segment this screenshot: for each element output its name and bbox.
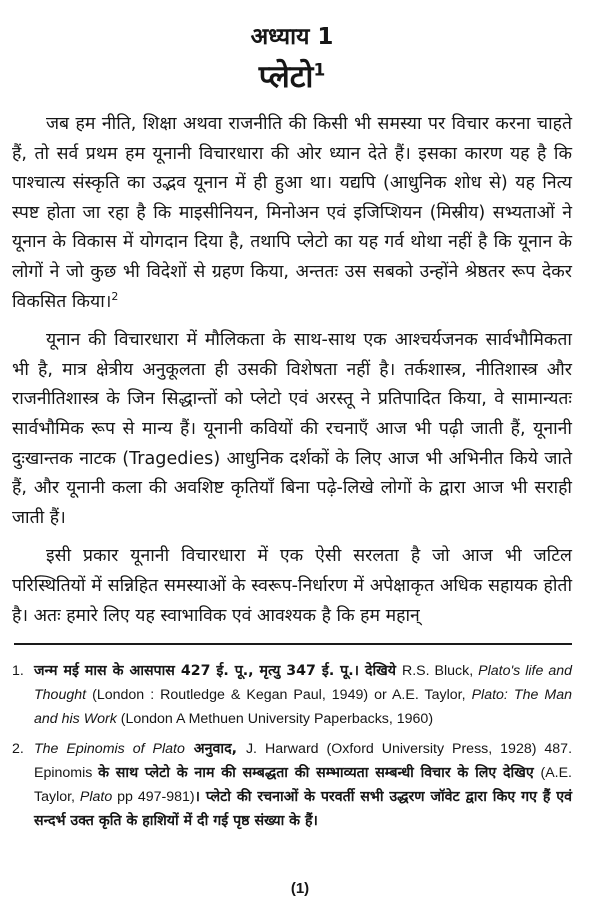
footnote-text-segment: (London A Methuen University Paperbacks, 1960) [116,711,434,728]
chapter-title-footnote-marker: 1 [313,60,326,81]
paragraph-3-text: इसी प्रकार यूनानी विचारधारा में एक ऐसी सरलता है जो आज भी जटिल परिस्थितियों में सन्निहित समस्याओं के स्वरूप-निर्धारण में अपेक्षाकृत अधिक सहायक होती है। अतः हमारे लिए यह स्वाभाविक एवं आवश्यक है कि हम महान् [12,546,572,626]
footnote-2 [12,737,572,833]
chapter-title [12,58,572,96]
paragraph-2-text: यूनान की विचारधारा में मौलिकता के साथ-साथ एक आश्चर्यजनक सार्वभौमिकता भी है, मात्र क्षेत्रीय अनुकूलता ही उसकी विशेषता नहीं है। तर्कशास्त्र, नीतिशास्त्र और राजनीतिशास्त्र के जिन सिद्धान्तों को प्लेटो एवं अरस्तू ने प्रतिपादित किया, वे सामान्यतः सार्वभौमिक रूप से मान्य हैं। यूनानी कवियों की रचनाएँ आज भी पढ़ी जाती हैं, यूनानी दुःखान्तक नाटक (Tragedies) आधुनिक दर्शकों के लिए आज भी अभिनीत किये जाते हैं, और यूनानी कला की अवशिष्ट कृतियाँ बिना पढ़े-लिखे लोगों के द्वारा आज भी सराही जाती हैं। [12,330,572,528]
footnote-text-segment: जन्म मई मास के आसपास 427 ई. पू., मृत्यु 347 ई. पू.। देखिये [34,663,402,680]
paragraph-1-footnote-marker: 2 [111,289,119,303]
footnote-text-segment: (London : Routledge & Kegan Paul, 1949) or A.E. Taylor, [86,687,472,704]
footnote-number: 1. [12,663,24,680]
footnote-book-title: The Epinomis of Plato [34,741,185,758]
footnote-text-segment: अनुवाद, [184,741,246,758]
footnote-book-title: Plato's life and Thought [34,663,572,704]
footnote-book-title: Plato: The Man and his Work [34,687,572,728]
footnote-text-segment: J. Harward (Oxford University Press, 1928) 487. Epinomis [34,741,573,782]
paragraph-3 [12,542,572,631]
footnote-text-segment: । प्लेटो की रचनाओं के परवर्ती सभी उद्धरण जॉवेट द्वारा किए गए हैं एवं सन्दर्भ उक्त कृति के हाशियों में दी गई पृष्ठ संख्या के हैं। [34,789,572,830]
footnotes [12,659,572,833]
footnote-book-title: Plato [79,789,113,806]
chapter-label: अध्याय 1 [250,24,334,50]
footnote-text-segment: (A.E. Taylor, [34,765,573,806]
chapter-title-text: प्लेटो [258,59,314,95]
footnote-text-segment: R.S. Bluck, [401,663,479,680]
footnote-divider [14,643,572,645]
body-text [12,110,572,631]
footnote-text-segment: के साथ प्लेटो के नाम की सम्बद्धता की सम्भाव्यता सम्बन्धी विचार के लिए देखिए [98,765,541,782]
footnote-1 [12,659,572,731]
paragraph-1-text: जब हम नीति, शिक्षा अथवा राजनीति की किसी भी समस्या पर विचार करना चाहते हैं, तो सर्व प्रथम हम यूनानी विचारधारा की ओर ध्यान देते हैं। इसका कारण यह है कि पाश्चात्य संस्कृति का उद्भव यूनान में ही हुआ था। यद्यपि (आधुनिक शोध से) यह नित्य स्पष्ट होता जा रहा है कि माइसीनियन, मिनोअन एवं इजिप्शियन (मिस्रीय) सभ्यताओं ने यूनान के विकास में योगदान दिया है, तथापि प्लेटो का यह गर्व थोथा नहीं है कि यूनान के लोगों ने जो कुछ भी विदेशों से ग्रहण किया, अन्ततः उस सबको उन्होंने श्रेष्ठतर रूप देकर विकसित किया। [12,114,572,312]
paragraph-2 [12,326,572,533]
footnote-number: 2. [12,741,24,758]
footnote-text-segment: pp 497-981) [112,789,195,806]
page-number: (1) [290,880,310,897]
paragraph-1 [12,110,572,317]
